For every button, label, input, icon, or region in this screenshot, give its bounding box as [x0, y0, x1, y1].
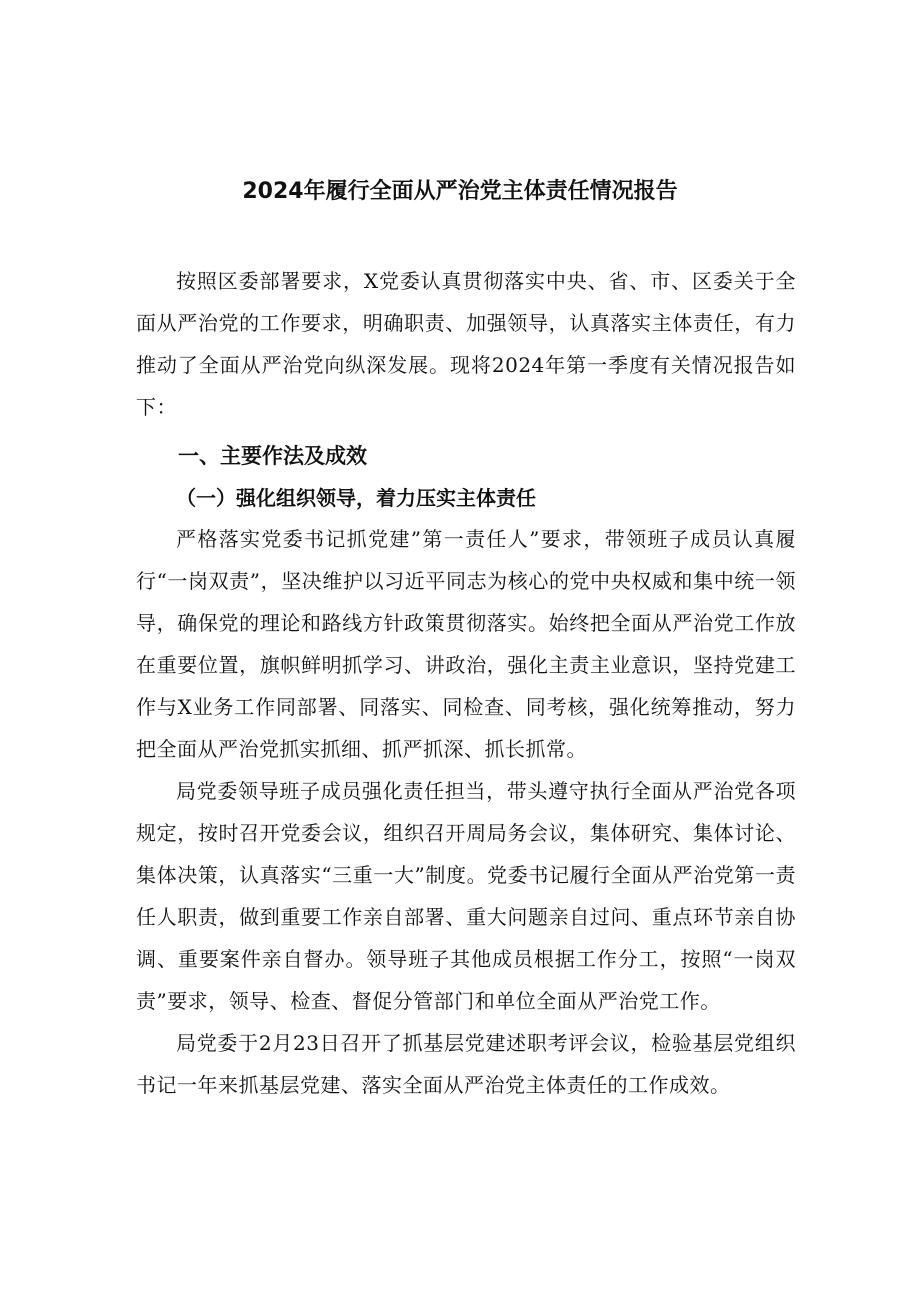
intro-paragraph: 按照区委部署要求，X党委认真贯彻落实中央、省、市、区委关于全面从严治党的工作要求，明确职责、加强领导，认真落实主体责任，有力推动了全面从严治党向纵深发展。现将2024年第一季度有关情况报告如下： [136, 269, 796, 419]
body-paragraph-1: 严格落实党委书记抓党建”第一责任人”要求，带领班子成员认真履行“一岗双责”，坚决维护以习近平同志为核心的党中央权威和集中统一领导，确保党的理论和路线方针政策贯彻落实。始终把全面从严治党工作放在重要位置，旗帜鲜明抓学习、讲政治，强化主责主业意识，坚持党建工作与X业务工作同部署、同落实、同检查、同考核，强化统筹推动，努力把全面从严治党抓实抓细、抓严抓深、抓长抓常。 [136, 527, 796, 761]
subsection-heading-1: （一）强化组织领导，着力压实主体责任 [176, 486, 536, 510]
body-paragraph-2: 局党委领导班子成员强化责任担当，带头遵守执行全面从严治党各项规定，按时召开党委会议，组织召开周局务会议，集体研究、集体讨论、集体决策，认真落实“三重一大”制度。党委书记履行全面从严治党第一责任人职责，做到重要工作亲自部署、重大问题亲自过问、重点环节亲自协调、重要案件亲自督办。领导班子其他成员根据工作分工，按照“一岗双责”要求，领导、检查、督促分管部门和单位全面从严治党工作。 [136, 779, 796, 1013]
document-body [136, 260, 796, 1106]
document-title: 2024年履行全面从严治党主体责任情况报告 [242, 179, 678, 204]
section-heading-1: 一、主要作法及成效 [178, 444, 367, 468]
body-paragraph-3: 局党委于2月23日召开了抓基层党建述职考评会议，检验基层党组织书记一年来抓基层党建、落实全面从严治党主体责任的工作成效。 [136, 1031, 796, 1097]
